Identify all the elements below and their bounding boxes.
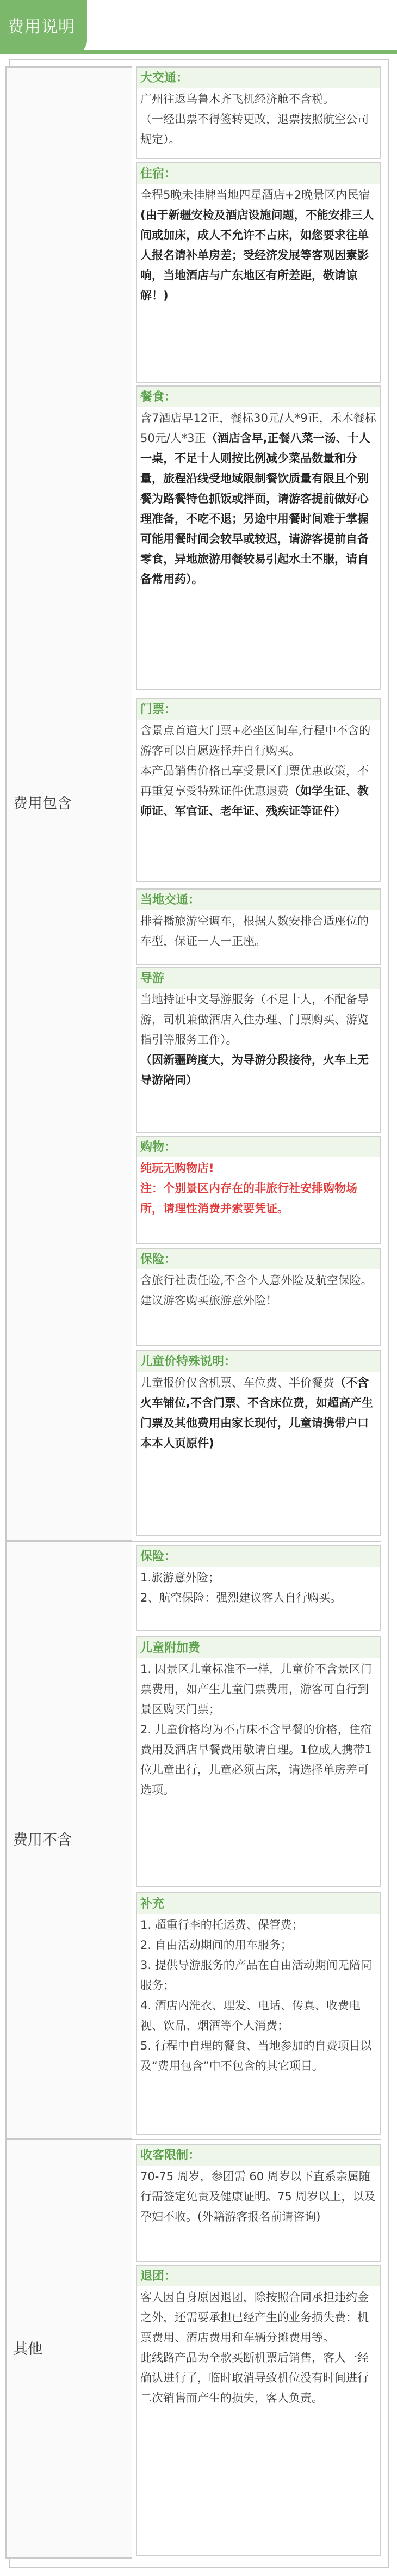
section-body [137, 1914, 380, 2078]
section-text: 1.旅游意外险； [140, 1571, 220, 1584]
section-body [137, 910, 380, 954]
section-bold-text: （因新疆跨度大，为导游分段接待，火车上无导游陪同） [140, 1053, 369, 1087]
section-body [137, 88, 380, 152]
section-heading: 当地交通： [137, 890, 380, 910]
section-text: 含7酒店早12正，餐标30元/人*9正，禾木餐标50元/人*3正 [140, 412, 376, 445]
section-text: 儿童报价仅含机票、车位费、半价餐费 [140, 1376, 334, 1389]
section-guide [136, 967, 381, 1133]
section-heading: 餐食： [137, 387, 380, 407]
section-child-price [136, 1350, 381, 1536]
section-body [137, 2286, 380, 2411]
section-text: 此线路产品为全款买断机票后销售，客人一经确认进行了，临时取消导致机位没有时间进行二次销售而产生的损失，客人负责。 [140, 2351, 369, 2405]
section-body [137, 2166, 380, 2229]
section-body [137, 1567, 380, 1610]
section-body [137, 1372, 380, 1456]
section-body [137, 720, 380, 824]
section-heading: 补充 [137, 1893, 380, 1914]
section-red-text: 注：个别景区内存在的非旅行社安排购物场所，请理性消费并索要凭证。 [140, 1182, 357, 1215]
excluded-label: 费用不含 [13, 1831, 72, 1849]
section-body [137, 1157, 380, 1221]
section-text: 70-75 周岁，参团需 60 周岁以下直系亲属随行需签定免责及健康证明。75 周岁以上，以及孕妇不收。(外籍游客报名前请咨询) [140, 2170, 376, 2223]
section-heading: 儿童附加费 [137, 1637, 380, 1658]
section-heading: 购物： [137, 1137, 380, 1157]
section-excluded-insurance [136, 1545, 381, 1631]
page-tab-cost-description[interactable]: 费用说明 [0, 0, 87, 54]
section-text: 本产品销售价格已享受景区门票优惠政策，不再重复享受特殊证件优惠退费 [140, 764, 369, 798]
section-text: 全程5晚未挂牌当地四星酒店+2晚景区内民宿 [140, 188, 370, 201]
section-heading: 导游 [137, 968, 380, 989]
section-text: 客人因自身原因退团，除按照合同承担违约金之外，还需要承担已经产生的业务损失费：机票费用、酒店费用和车辆分摊费用等。 [140, 2291, 369, 2344]
section-supplement [136, 1892, 381, 2135]
section-body [137, 184, 380, 308]
section-text: 4. 酒店内洗衣、理发、电话、传真、收费电视、饮品、烟酒等个人消费； [140, 1999, 361, 2032]
section-bold-text: （酒店含早,正餐八菜一汤、十人一桌，不足十人则按比例减少菜品数量和分量，旅程沿线受地域限制餐饮质量有限且个别餐为路餐特色抓饭或拌面，请游客提前做好心理准备，不吃不退；另途中用餐时间难于掌握可能用餐时间会较早或较迟，请游客提前自备零食，异地旅游用餐较易引起水土不服，请自备常用药）。 [140, 432, 370, 586]
section-text: 2. 自由活动期间的用车服务； [140, 1939, 292, 1952]
other-label: 其他 [13, 2340, 42, 2358]
section-body [137, 989, 380, 1093]
section-refund [136, 2265, 381, 2556]
section-text: 5. 行程中自理的餐食、当地参加的自费项目以及“费用包含”中不包含的其它项目。 [140, 2039, 372, 2072]
section-text: 含景点首道大门票+必坐区间车,行程中不含的游客可以自愿选择并自行购买。 [140, 724, 371, 757]
row-label-other [5, 2139, 132, 2559]
section-text: 1. 超重行李的托运费、保管费； [140, 1918, 303, 1931]
section-child-fee [136, 1636, 381, 1887]
section-heading: 门票： [137, 699, 380, 720]
section-body [137, 407, 380, 592]
section-heading: 儿童价特殊说明： [137, 1351, 380, 1372]
section-text: 广州往返乌鲁木齐飞机经济舱不含税。 [140, 93, 334, 106]
section-bold-text: （不含火车铺位,不含门票、不含床位费，如超高产生门票及其他费用由家长现付，儿童请携带户口本本人页原件) [140, 1376, 373, 1450]
section-tickets [136, 698, 381, 882]
section-text: 3. 提供导游服务的产品在自由活动期间无陪同服务； [140, 1959, 372, 1992]
included-label: 费用包含 [13, 795, 72, 812]
section-bold-text: （如学生证、教师证、军官证、老年证、残疾证等证件） [140, 784, 369, 818]
row-divider [5, 1541, 381, 1542]
section-shopping [136, 1136, 381, 1244]
section-body [137, 1269, 380, 1313]
section-red-text: 纯玩无购物店! [140, 1162, 214, 1175]
row-label-excluded [5, 1541, 132, 2139]
section-text: 2、航空保险：强烈建议客人自行购买。 [140, 1591, 342, 1604]
section-text: 排着播旅游空调车，根据人数安排合适座位的车型，保证一人一正座。 [140, 915, 369, 948]
section-body [137, 1658, 380, 1802]
row-divider [5, 2139, 381, 2140]
section-local-transport [136, 888, 381, 965]
section-age-limit [136, 2144, 381, 2262]
section-heading: 保险： [137, 1249, 380, 1269]
section-insurance [136, 1248, 381, 1346]
section-text: 2. 儿童价格均为不占床不含早餐的价格，住宿费用及酒店早餐费用敬请自理。1位成人携带1位儿童出行，儿童必须占床，请选择单房差可选项。 [140, 1723, 372, 1796]
row-label-included [5, 66, 132, 1541]
section-bold-text: (由于新疆安检及酒店设施问题，不能安排三人间或加床，成人不允许不占床，如您要求往单人报名请补单房差；受经济发展等客观因素影响，当地酒店与广东地区有所差距，敬请谅解！) [140, 208, 374, 302]
section-big-transport [136, 66, 381, 159]
section-heading: 收客限制： [137, 2145, 380, 2166]
section-lodging [136, 162, 381, 383]
section-heading: 保险： [137, 1546, 380, 1567]
section-heading: 退团： [137, 2266, 380, 2286]
section-text: 1. 因景区儿童标准不一样，儿童价不含景区门票费用，如产生儿童门票费用，游客可自行到景区购买门票； [140, 1663, 372, 1716]
section-text: （一经出票不得签转更改，退票按照航空公司规定）。 [140, 113, 369, 146]
section-text: 当地持证中文导游服务（不足十人，不配备导游，司机兼做酒店入住办理、门票购买、游览指引等服务工作）。 [140, 993, 369, 1046]
section-text: 含旅行社责任险,不含个人意外险及航空保险。建议游客购买旅游意外险！ [140, 1274, 373, 1307]
tab-underline [0, 50, 397, 54]
section-heading: 大交通： [137, 68, 380, 88]
section-heading: 住宿： [137, 163, 380, 184]
section-meals [136, 385, 381, 690]
